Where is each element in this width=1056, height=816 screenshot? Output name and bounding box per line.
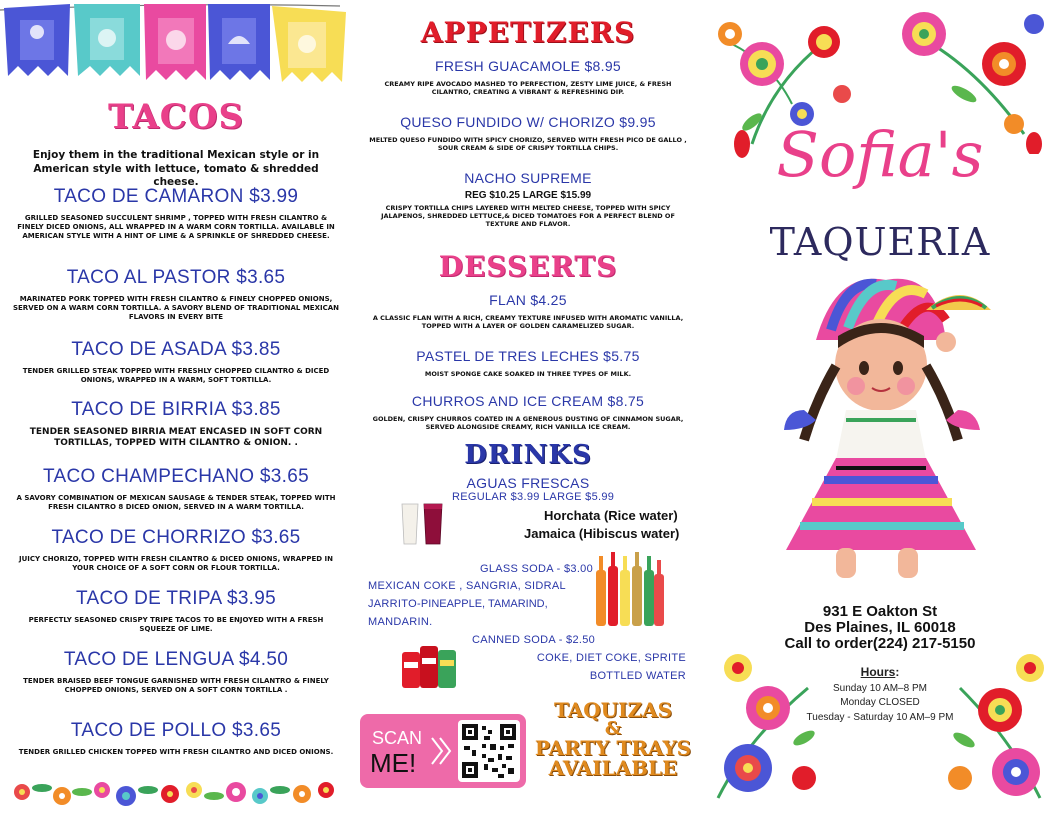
menu-item-desc: A SAVORY COMBINATION OF MEXICAN SAUSAGE & TENDER STEAK, TOPPED WITH FRESH CILANTRO 8 DICED ONION, SERVED IN A WARM TORTILLA.: [16, 494, 336, 511]
menu-item: [12, 527, 340, 573]
jarrito-flavors: PINEAPPLE, TAMARIND,: [420, 598, 548, 610]
menu-item: [12, 649, 340, 695]
party-line: PARTY TRAYS: [534, 736, 692, 760]
party-trays-promo: [530, 700, 696, 778]
aguas-frescas-glasses-image: [400, 500, 444, 546]
menu-item-title: TACO CHAMPECHANO $3.65: [43, 466, 309, 487]
menu-item: [12, 720, 340, 757]
menu-item: [366, 393, 690, 431]
menu-item-desc: MARINATED PORK TOPPED WITH FRESH CILANTRO & FINELY CHOPPED ONIONS, SERVED ON A WARM CORN TORTILLA. A SAVORY BLEND OF TRADITIONAL MEXICAN FLAVORS IN EVERY BITE: [12, 295, 339, 321]
menu-item-desc: PERFECTLY SEASONED CRISPY TRIPE TACOS TO BE ENJOYED WITH A FRESH SQUEEZE OF LIME.: [28, 616, 324, 633]
menu-item: [12, 466, 340, 512]
aguas-flavor: Jamaica (Hibiscus water): [524, 526, 680, 541]
tacos-heading: TACOS: [107, 97, 245, 137]
menu-item: [12, 339, 340, 385]
menu-item-desc: MELTED QUESO FUNDIDO WITH SPICY CHORIZO, SERVED WITH FRESH PICO DE GALLO , SOUR CREAM & SIDE OF CRISPY TORTILLA CHIPS.: [369, 136, 687, 153]
menu-item-desc: TENDER GRILLED CHICKEN TOPPED WITH FRESH CILANTRO AND DICED ONIONS.: [18, 748, 334, 756]
hours-line: Sunday 10 AM–8 PM: [833, 682, 927, 694]
papel-flag-blue-2: [208, 4, 270, 80]
menu-item-desc: JUICY CHORIZO, TOPPED WITH FRESH CILANTRO & DICED ONIONS, WRAPPED IN YOUR CHOICE OF A SOFT CORN OR FLOUR TORTILLA.: [19, 555, 333, 572]
papel-flag-blue: [4, 4, 70, 76]
menu-item-title: FRESH GUACAMOLE $8.95: [434, 58, 622, 74]
address-line: Des Plaines, IL 60018: [804, 618, 956, 636]
hours-label: Hours: [860, 665, 896, 679]
menu-item: [366, 114, 690, 152]
party-line: AVAILABLE: [548, 756, 678, 780]
qr-code-icon: [458, 720, 520, 782]
canned-soda-price: CANNED SODA - $2.50: [472, 634, 596, 646]
menu-item-title: TACO DE ASADA $3.85: [71, 339, 281, 360]
scan-qr-badge[interactable]: [360, 714, 526, 788]
menu-item-title: CHURROS AND ICE CREAM $8.75: [411, 393, 645, 409]
menu-item-title: QUESO FUNDIDO W/ CHORIZO $9.95: [400, 114, 656, 130]
menu-item-title: TACO DE POLLO $3.65: [70, 720, 282, 741]
desserts-heading: DESSERTS: [438, 250, 618, 283]
menu-item-desc: GRILLED SEASONED SUCCULENT SHRIMP , TOPPED WITH FRESH CILANTRO & FINELY DICED ONIONS, ALL WRAPPED IN A WARM CORN TORTILLA. AVAILABLE IN AMERICAN STYLE WITH A HINT OF LIME & A SPRINKLE OF SHREDDED CHEESE.: [17, 214, 335, 240]
menu-item-desc: A CLASSIC FLAN WITH A RICH, CREAMY TEXTURE INFUSED WITH AROMATIC VANILLA, TOPPED WITH A LAYER OF GOLDEN CARAMELIZED SUGAR.: [372, 314, 684, 331]
aguas-frescas-prices: REGULAR $3.99 LARGE $5.99: [452, 491, 615, 503]
menu-item-prices: REG $10.25 LARGE $15.99: [464, 190, 592, 201]
floral-corner-bottom-right: [940, 648, 1056, 812]
drinks-heading: DRINKS: [464, 440, 592, 470]
menu-item-desc: CRISPY TORTILLA CHIPS LAYERED WITH MELTED CHEESE, TOPPED WITH SPICY JALAPENOS, SHREDDED LETTUCE,& DICED TOMATOES FOR A PERFECT BLEND OF TEXTURE AND FLAVOR.: [381, 204, 675, 229]
aguas-flavor: Horchata (Rice water): [544, 508, 678, 523]
menu-item-title: FLAN $4.25: [489, 292, 567, 308]
canned-soda-list: COKE, DIET COKE, SPRITE: [536, 652, 686, 664]
menu-item-desc: TENDER SEASONED BIRRIA MEAT ENCASED IN SOFT CORN TORTILLAS, TOPPED WITH CILANTRO & ONION. .: [29, 427, 323, 449]
glass-soda-price: GLASS SODA - $3.00: [480, 563, 594, 575]
brand-script-logo: Sofia's: [776, 118, 984, 191]
glass-soda-list: MEXICAN COKE , SANGRIA, SIDRAL: [368, 580, 566, 592]
menu-item-title: TACO DE BIRRIA $3.85: [71, 399, 281, 420]
lele-doll-illustration: [776, 270, 996, 590]
chevron-right-icon: [428, 736, 452, 766]
glass-soda-bottles-image: [592, 548, 666, 628]
menu-item: [12, 588, 340, 634]
hours-line: Monday CLOSED: [840, 697, 920, 708]
menu-item-title: PASTEL DE TRES LECHES $5.75: [416, 348, 640, 364]
glass-soda-list: [368, 598, 548, 610]
menu-item-title: NACHO SUPREME: [464, 170, 592, 186]
menu-middle-panel: [352, 0, 704, 816]
scan-me-label: ME!: [370, 748, 417, 778]
menu-item: [366, 292, 690, 330]
menu-item: [366, 170, 690, 228]
scan-label: SCAN: [372, 728, 423, 748]
floral-border-strip: [8, 770, 344, 814]
jarrito-label: JARRITO-: [368, 598, 421, 610]
menu-item: [12, 186, 340, 240]
menu-item-desc: CREAMY RIPE AVOCADO MASHED TO PERFECTION, ZESTY LIME JUICE, & FRESH CILANTRO, CREATING A VIBRANT & REFRESHING DIP.: [384, 80, 672, 97]
tacos-intro: Enjoy them in the traditional Mexican style or in American style with lettuce, tomato & shredded cheese.: [32, 149, 320, 189]
business-hours: Hours: Sunday 10 AM–8 PM Monday CLOSED Tuesday - Saturday 10 AM–9 PM: [704, 664, 1056, 725]
menu-item-desc: GOLDEN, CRISPY CHURROS COATED IN A GENEROUS DUSTING OF CINNAMON SUGAR, SERVED ALONGSIDE CREAMY, RICH VANILLA ICE CREAM.: [372, 415, 684, 432]
menu-item: [12, 267, 340, 321]
menu-item-desc: TENDER GRILLED STEAK TOPPED WITH FRESHLY CHOPPED CILANTRO & DICED ONIONS, WRAPPED IN A WARM, SOFT TORTILLA.: [22, 367, 330, 384]
address-line: 931 E Oakton St: [822, 603, 938, 620]
papel-picado-banner: [0, 0, 352, 100]
menu-item-title: TACO DE CAMARON $3.99: [53, 186, 299, 207]
menu-item: [366, 58, 690, 96]
party-line: TAQUIZAS: [553, 698, 673, 722]
canned-soda-image: [400, 640, 458, 690]
canned-soda-list: BOTTLED WATER: [589, 670, 686, 682]
party-line: &: [604, 718, 622, 739]
phone-line[interactable]: Call to order(224) 217-5150: [784, 634, 976, 652]
glass-soda-list: MANDARIN.: [368, 616, 433, 628]
menu-item-desc: TENDER BRAISED BEEF TONGUE GARNISHED WITH FRESH CILANTRO & FINELY CHOPPED ONIONS, SERVED ON A SOFT CORN TORTILLA .: [23, 677, 329, 694]
brand-name: TAQUERIA: [769, 220, 991, 264]
floral-corner-bottom-left: [708, 648, 824, 812]
menu-item: [12, 399, 340, 450]
menu-item: [366, 348, 690, 378]
qr-code[interactable]: [458, 720, 520, 782]
papel-flag-pink: [144, 4, 206, 80]
appetizers-heading: APPETIZERS: [420, 16, 636, 49]
menu-item-title: TACO DE LENGUA $4.50: [63, 649, 289, 670]
brand-panel: [704, 0, 1056, 816]
menu-item-title: TACO DE TRIPA $3.95: [76, 588, 276, 609]
aguas-frescas-title: AGUAS FRESCAS: [466, 475, 590, 491]
papel-flag-yellow: [272, 6, 346, 82]
tacos-panel: [0, 0, 352, 816]
papel-flag-teal: [74, 4, 140, 76]
menu-item-title: TACO DE CHORRIZO $3.65: [51, 527, 301, 548]
menu-item-desc: MOIST SPONGE CAKE SOAKED IN THREE TYPES OF MILK.: [424, 370, 632, 378]
contact-address: [704, 604, 1056, 651]
menu-item-title: TACO AL PASTOR $3.65: [66, 267, 286, 288]
hours-line: Tuesday - Saturday 10 AM–9 PM: [806, 711, 954, 723]
